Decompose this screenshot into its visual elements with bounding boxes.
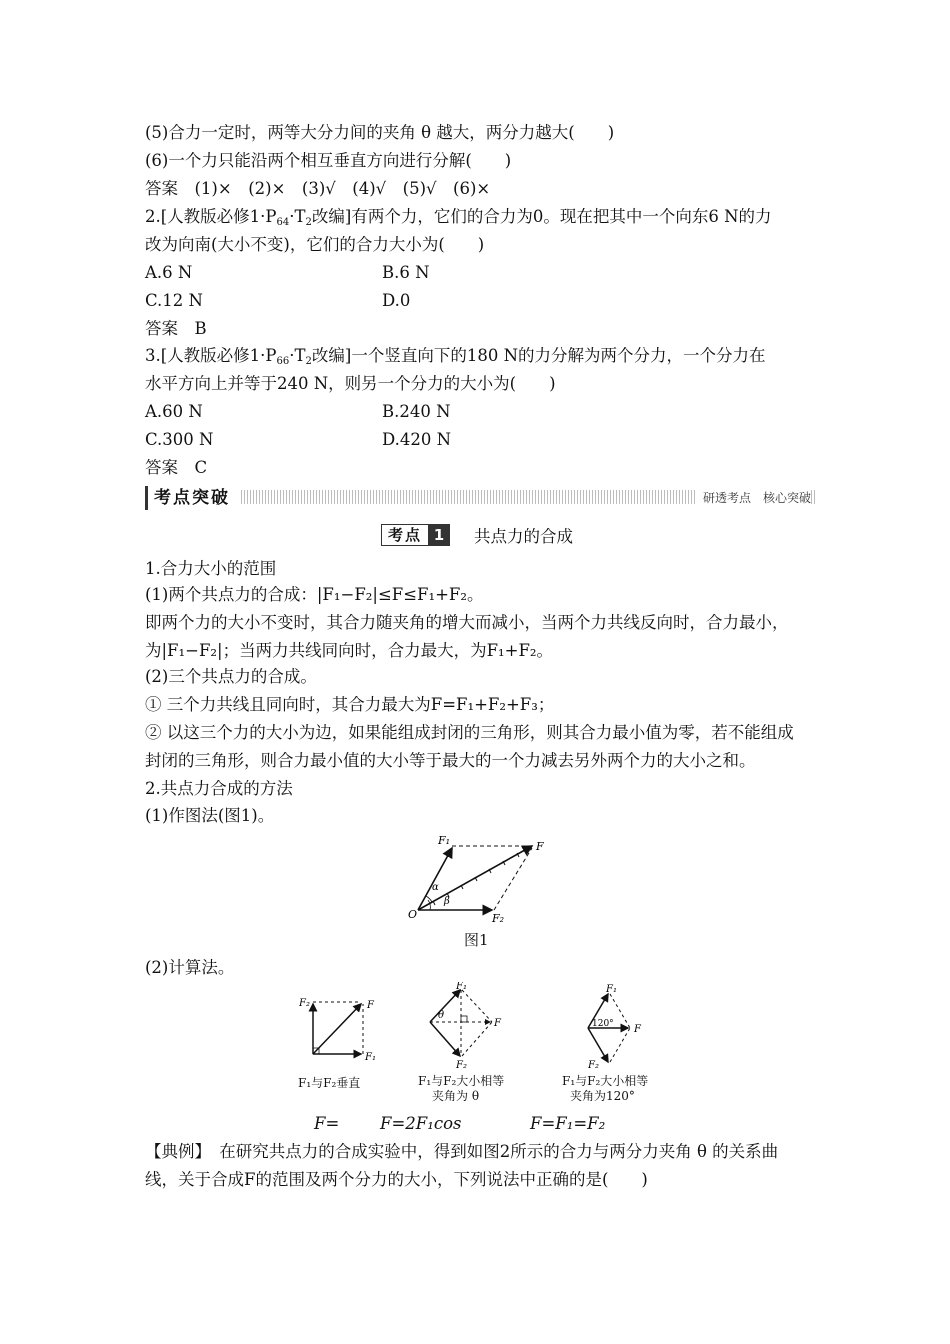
figure-1-caption: 图1 bbox=[464, 931, 489, 949]
text-line: (2)计算法。 bbox=[145, 958, 235, 977]
problem-2-line-2: 改为向南(大小不变)，它们的合力大小为( ) bbox=[145, 235, 485, 254]
problem-3-line-1: 3.[人教版必修$1\cdot P_{66}\cdot T_2$改编]一个竖直向下的180 N的力分解为两个分力，一个分力在 bbox=[145, 346, 766, 367]
text-line: 为|F₁−F₂|；当两力共线同向时，合力最大，为F₁+F₂。 bbox=[145, 641, 554, 660]
text-line: (1)作图法(图1)。 bbox=[145, 806, 275, 825]
heading-2: 2.共点力合成的方法 bbox=[145, 779, 293, 798]
example-line-2: 线，关于合成F的范围及两个分力的大小，下列说法中正确的是( ) bbox=[145, 1170, 648, 1189]
text-line: ① 三个力共线且同向时，其合力最大为F=F₁+F₂+F₃； bbox=[145, 695, 555, 714]
formula-120: F=F₁=F₂ bbox=[530, 1114, 606, 1133]
section-banner bbox=[145, 486, 815, 510]
problem-3-line-2: 水平方向上并等于240 N，则另一个分力的大小为( ) bbox=[145, 374, 556, 393]
banner-title: 考点突破 bbox=[145, 486, 238, 510]
option-b: B.6 N bbox=[382, 263, 430, 282]
formula-equal-theta: F=2F₁cos bbox=[380, 1114, 462, 1133]
label-120: 120° bbox=[592, 1019, 614, 1029]
question-5: (5)合力一定时，两等大分力间的夹角 θ 越大，两分力越大( ) bbox=[145, 123, 615, 142]
answer-3: 答案 C bbox=[145, 458, 208, 477]
answer-2: 答案 B bbox=[145, 319, 207, 338]
kaodian-number: 1 bbox=[428, 524, 450, 546]
label-f: F bbox=[367, 1000, 374, 1011]
kaodian-title: 共点力的合成 bbox=[474, 527, 574, 546]
caption-120-2: 夹角为120° bbox=[570, 1089, 635, 1103]
caption-perpendicular: F₁与F₂垂直 bbox=[298, 1076, 361, 1090]
label-f2: F₂ bbox=[588, 1060, 599, 1070]
label-f1: F₁ bbox=[606, 984, 617, 995]
label-alpha: α bbox=[432, 882, 439, 893]
option-c: C.300 N bbox=[145, 430, 214, 449]
text-line: ② 以这三个力的大小为边，如果能组成封闭的三角形，则其合力最小值为零，若不能组成 bbox=[145, 723, 794, 742]
answer-1: 答案 (1)× (2)× (3)√ (4)√ (5)√ (6)× bbox=[145, 179, 491, 198]
option-d: D.420 N bbox=[382, 430, 452, 449]
label-f2: F₂ bbox=[299, 998, 310, 1009]
banner-subtitle: 研透考点 核心突破 bbox=[695, 486, 811, 510]
text-line: 封闭的三角形，则合力最小值的大小等于最大的一个力减去另外两个力的大小之和。 bbox=[145, 751, 756, 770]
label-f2: F₂ bbox=[456, 1060, 467, 1070]
option-a: A.6 N bbox=[145, 263, 193, 282]
text-line: 即两个力的大小不变时，其合力随夹角的增大而减小，当两个力共线反向时，合力最小， bbox=[145, 613, 789, 632]
figure-1-parallelogram bbox=[400, 828, 560, 924]
label-f: F bbox=[634, 1024, 641, 1035]
heading-1: 1.合力大小的范围 bbox=[145, 559, 277, 578]
question-6: (6)一个力只能沿两个相互垂直方向进行分解( ) bbox=[145, 151, 512, 170]
label-f1: F₁ bbox=[438, 834, 451, 847]
label-beta: β bbox=[444, 896, 450, 907]
label-f: F bbox=[494, 1018, 501, 1029]
figure-equal-theta bbox=[420, 982, 520, 1070]
text-line: (2)三个共点力的合成。 bbox=[145, 667, 317, 686]
option-c: C.12 N bbox=[145, 291, 203, 310]
option-d: D.0 bbox=[382, 291, 411, 310]
label-f1: F₁ bbox=[365, 1052, 376, 1063]
caption-120-1: F₁与F₂大小相等 bbox=[562, 1074, 649, 1088]
kaodian-label: 考点 bbox=[381, 524, 428, 546]
label-f2: F₂ bbox=[492, 912, 505, 924]
figure-perpendicular bbox=[295, 990, 395, 1066]
label-f: F bbox=[536, 840, 544, 853]
kaodian-heading bbox=[381, 524, 573, 546]
text-line: (1)两个共点力的合成：|F₁−F₂|≤F≤F₁+F₂。 bbox=[145, 585, 484, 604]
example-line-1: 【典例】 在研究共点力的合成实验中，得到如图2所示的合力与两分力夹角 θ 的关系曲 bbox=[145, 1142, 779, 1161]
formula-perpendicular: F= bbox=[314, 1114, 340, 1133]
option-b: B.240 N bbox=[382, 402, 451, 421]
caption-equal-theta-2: 夹角为 θ bbox=[432, 1089, 480, 1103]
label-f1: F₁ bbox=[456, 982, 467, 992]
option-a: A.60 N bbox=[145, 402, 203, 421]
figure-120-degrees bbox=[578, 982, 678, 1070]
problem-2-line-1: 2.[人教版必修$1\cdot P_{64}\cdot T_2$改编]有两个力，它们的合力为0。现在把其中一个向东6 N的力 bbox=[145, 207, 772, 228]
caption-equal-theta-1: F₁与F₂大小相等 bbox=[418, 1074, 505, 1088]
label-theta: θ bbox=[438, 1010, 445, 1021]
label-o: O bbox=[408, 908, 418, 921]
